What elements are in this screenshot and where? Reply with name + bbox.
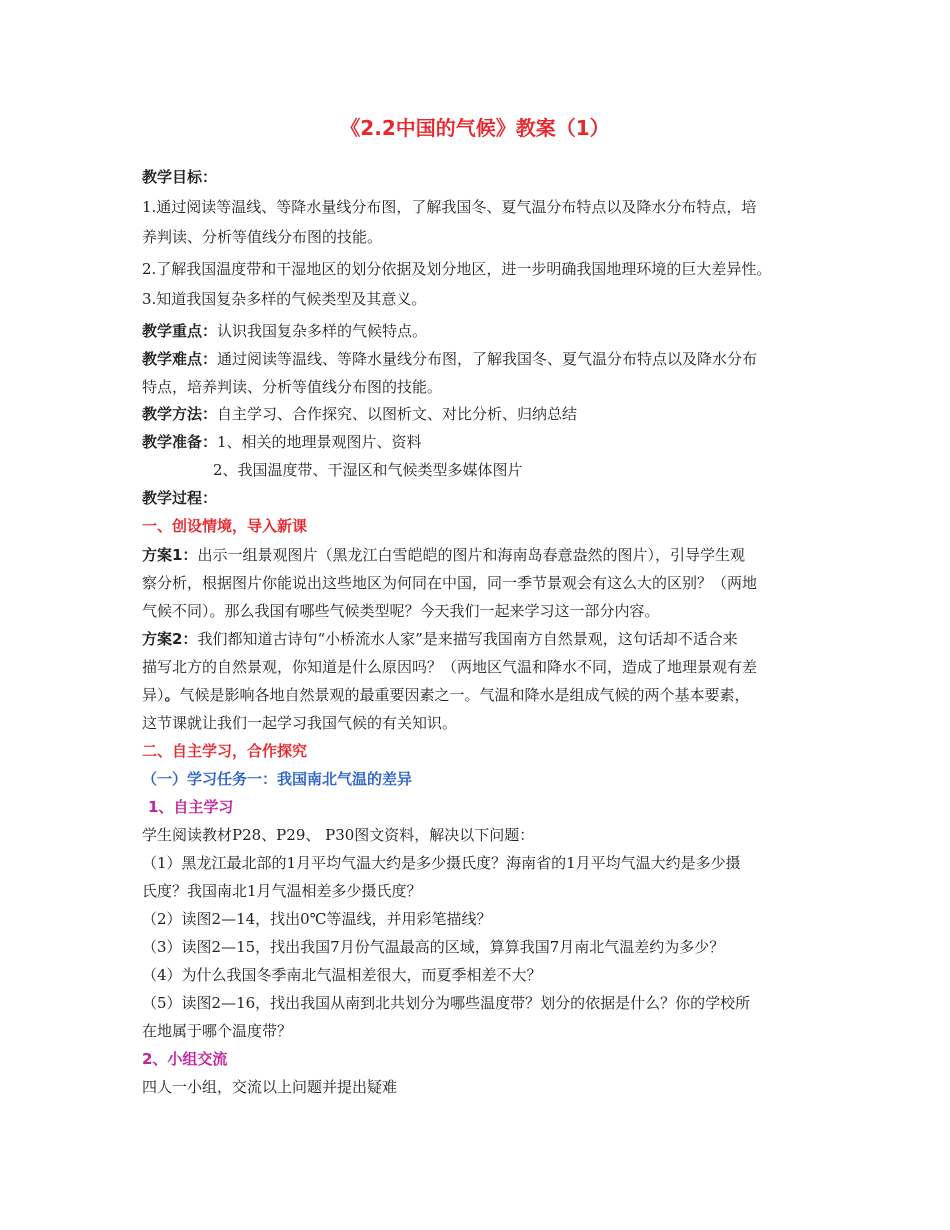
difficulty-label: 教学难点： — [142, 350, 218, 368]
objectives-heading: 教学目标： — [142, 168, 218, 186]
preparation-item-1: 1、相关的地理景观图片、资料 — [217, 433, 422, 451]
plan-1-line-3: 气候不同）。那么我国有哪些气候类型呢？今天我们一起来学习这一部分内容。 — [142, 602, 660, 620]
preparation-label: 教学准备： — [142, 433, 218, 451]
plan-1-line-2: 察分析，根据图片你能说出这些地区为何同在中国，同一季节景观会有这么大的区别？（两地 — [142, 574, 758, 592]
objective-1-line-2: 养判读、分析等值线分布图的技能。 — [142, 228, 383, 246]
plan-2-label: 方案2： — [142, 630, 198, 648]
question-4: （4）为什么我国冬季南北气温相差很大，而夏季相差不大？ — [142, 966, 542, 984]
key-point-text: 认识我国复杂多样的气候特点。 — [217, 322, 428, 340]
process-heading: 教学过程： — [142, 489, 218, 507]
difficulty-text-1: 通过阅读等温线、等降水量线分布图，了解我国冬、夏气温分布特点以及降水分布 — [217, 350, 758, 368]
question-2: （2）读图2—14，找出0℃等温线，并用彩笔描线？ — [142, 910, 492, 928]
objective-3: 3.知道我国复杂多样的气候类型及其意义。 — [142, 290, 427, 308]
objective-1-line-1: 1.通过阅读等温线、等降水量线分布图，了解我国冬、夏气温分布特点以及降水分布特点，培 — [142, 198, 757, 216]
method-label: 教学方法： — [142, 405, 218, 423]
plan-2-line-3 — [142, 685, 750, 705]
plan-2-line-1 — [142, 629, 738, 649]
preparation-item-2: 2、我国温度带、干湿区和气候类型多媒体图片 — [213, 461, 523, 479]
subsection-1-heading: 1、自主学习 — [148, 798, 234, 816]
subsection-2-heading: 2、小组交流 — [142, 1050, 228, 1068]
page-title: 《2.2中国的气候》教案（1） — [340, 116, 610, 140]
plan-2-line-2: 描写北方的自然景观，你知道是什么原因吗？（两地区气温和降水不同，造成了地理景观有差 — [142, 658, 758, 676]
plan-1-label: 方案1： — [142, 546, 198, 564]
section-2-heading: 二、自主学习，合作探究 — [142, 742, 308, 760]
method — [142, 404, 577, 424]
difficulty-line-2: 特点，培养判读、分析等值线分布图的技能。 — [142, 378, 443, 396]
question-1-line-2: 氏度？我国南北1月气温相差多少摄氏度？ — [142, 882, 422, 900]
question-5-line-2: 在地属于哪个温度带？ — [142, 1022, 293, 1040]
plan-2-line-4: 这节课就让我们一起学习我国气候的有关知识。 — [142, 714, 458, 732]
question-5-line-1: （5）读图2—16，找出我国从南到北共划分为哪些温度带？划分的依据是什么？你的学校所 — [142, 994, 751, 1012]
objective-2: 2.了解我国温度带和干湿地区的划分依据及划分地区，进一步明确我国地理环境的巨大差异性。 — [142, 260, 772, 278]
key-point — [142, 321, 427, 341]
task-1-heading: （一）学习任务一：我国南北气温的差异 — [142, 770, 413, 788]
plan-1-text-1: 出示一组景观图片（黑龙江白雪皑皑的图片和海南岛春意盎然的图片），引导学生观 — [197, 546, 745, 564]
plan-1-line-1 — [142, 545, 745, 565]
plan-2-text-3c: 气候是影响各地自然景观的最重要因素之一。气温和降水是组成气候的两个基本要素， — [179, 686, 750, 704]
difficulty-line-1 — [142, 349, 757, 369]
plan-2-text-1: 我们都知道古诗句“小桥流水人家”是来描写我国南方自然景观，这句话却不适合来 — [197, 630, 738, 648]
section-1-heading: 一、创设情境，导入新课 — [142, 517, 308, 535]
question-3: （3）读图2—15，找出我国7月份气温最高的区域，算算我国7月南北气温差约为多少？ — [142, 938, 725, 956]
key-point-label: 教学重点： — [142, 322, 218, 340]
preparation — [142, 432, 422, 452]
plan-2-text-3a: 异） — [142, 686, 165, 704]
group-discussion-text: 四人一小组，交流以上问题并提出疑难 — [142, 1078, 398, 1096]
reading-instruction: 学生阅读教材P28、P29、 P30图文资料，解决以下问题： — [142, 826, 535, 844]
method-text: 自主学习、合作探究、以图析文、对比分析、归纳总结 — [217, 405, 578, 423]
plan-2-text-3b: 。 — [164, 686, 180, 704]
question-1-line-1: （1）黑龙江最北部的1月平均气温大约是多少摄氏度？海南省的1月平均气温大约是多少摄 — [142, 854, 741, 872]
